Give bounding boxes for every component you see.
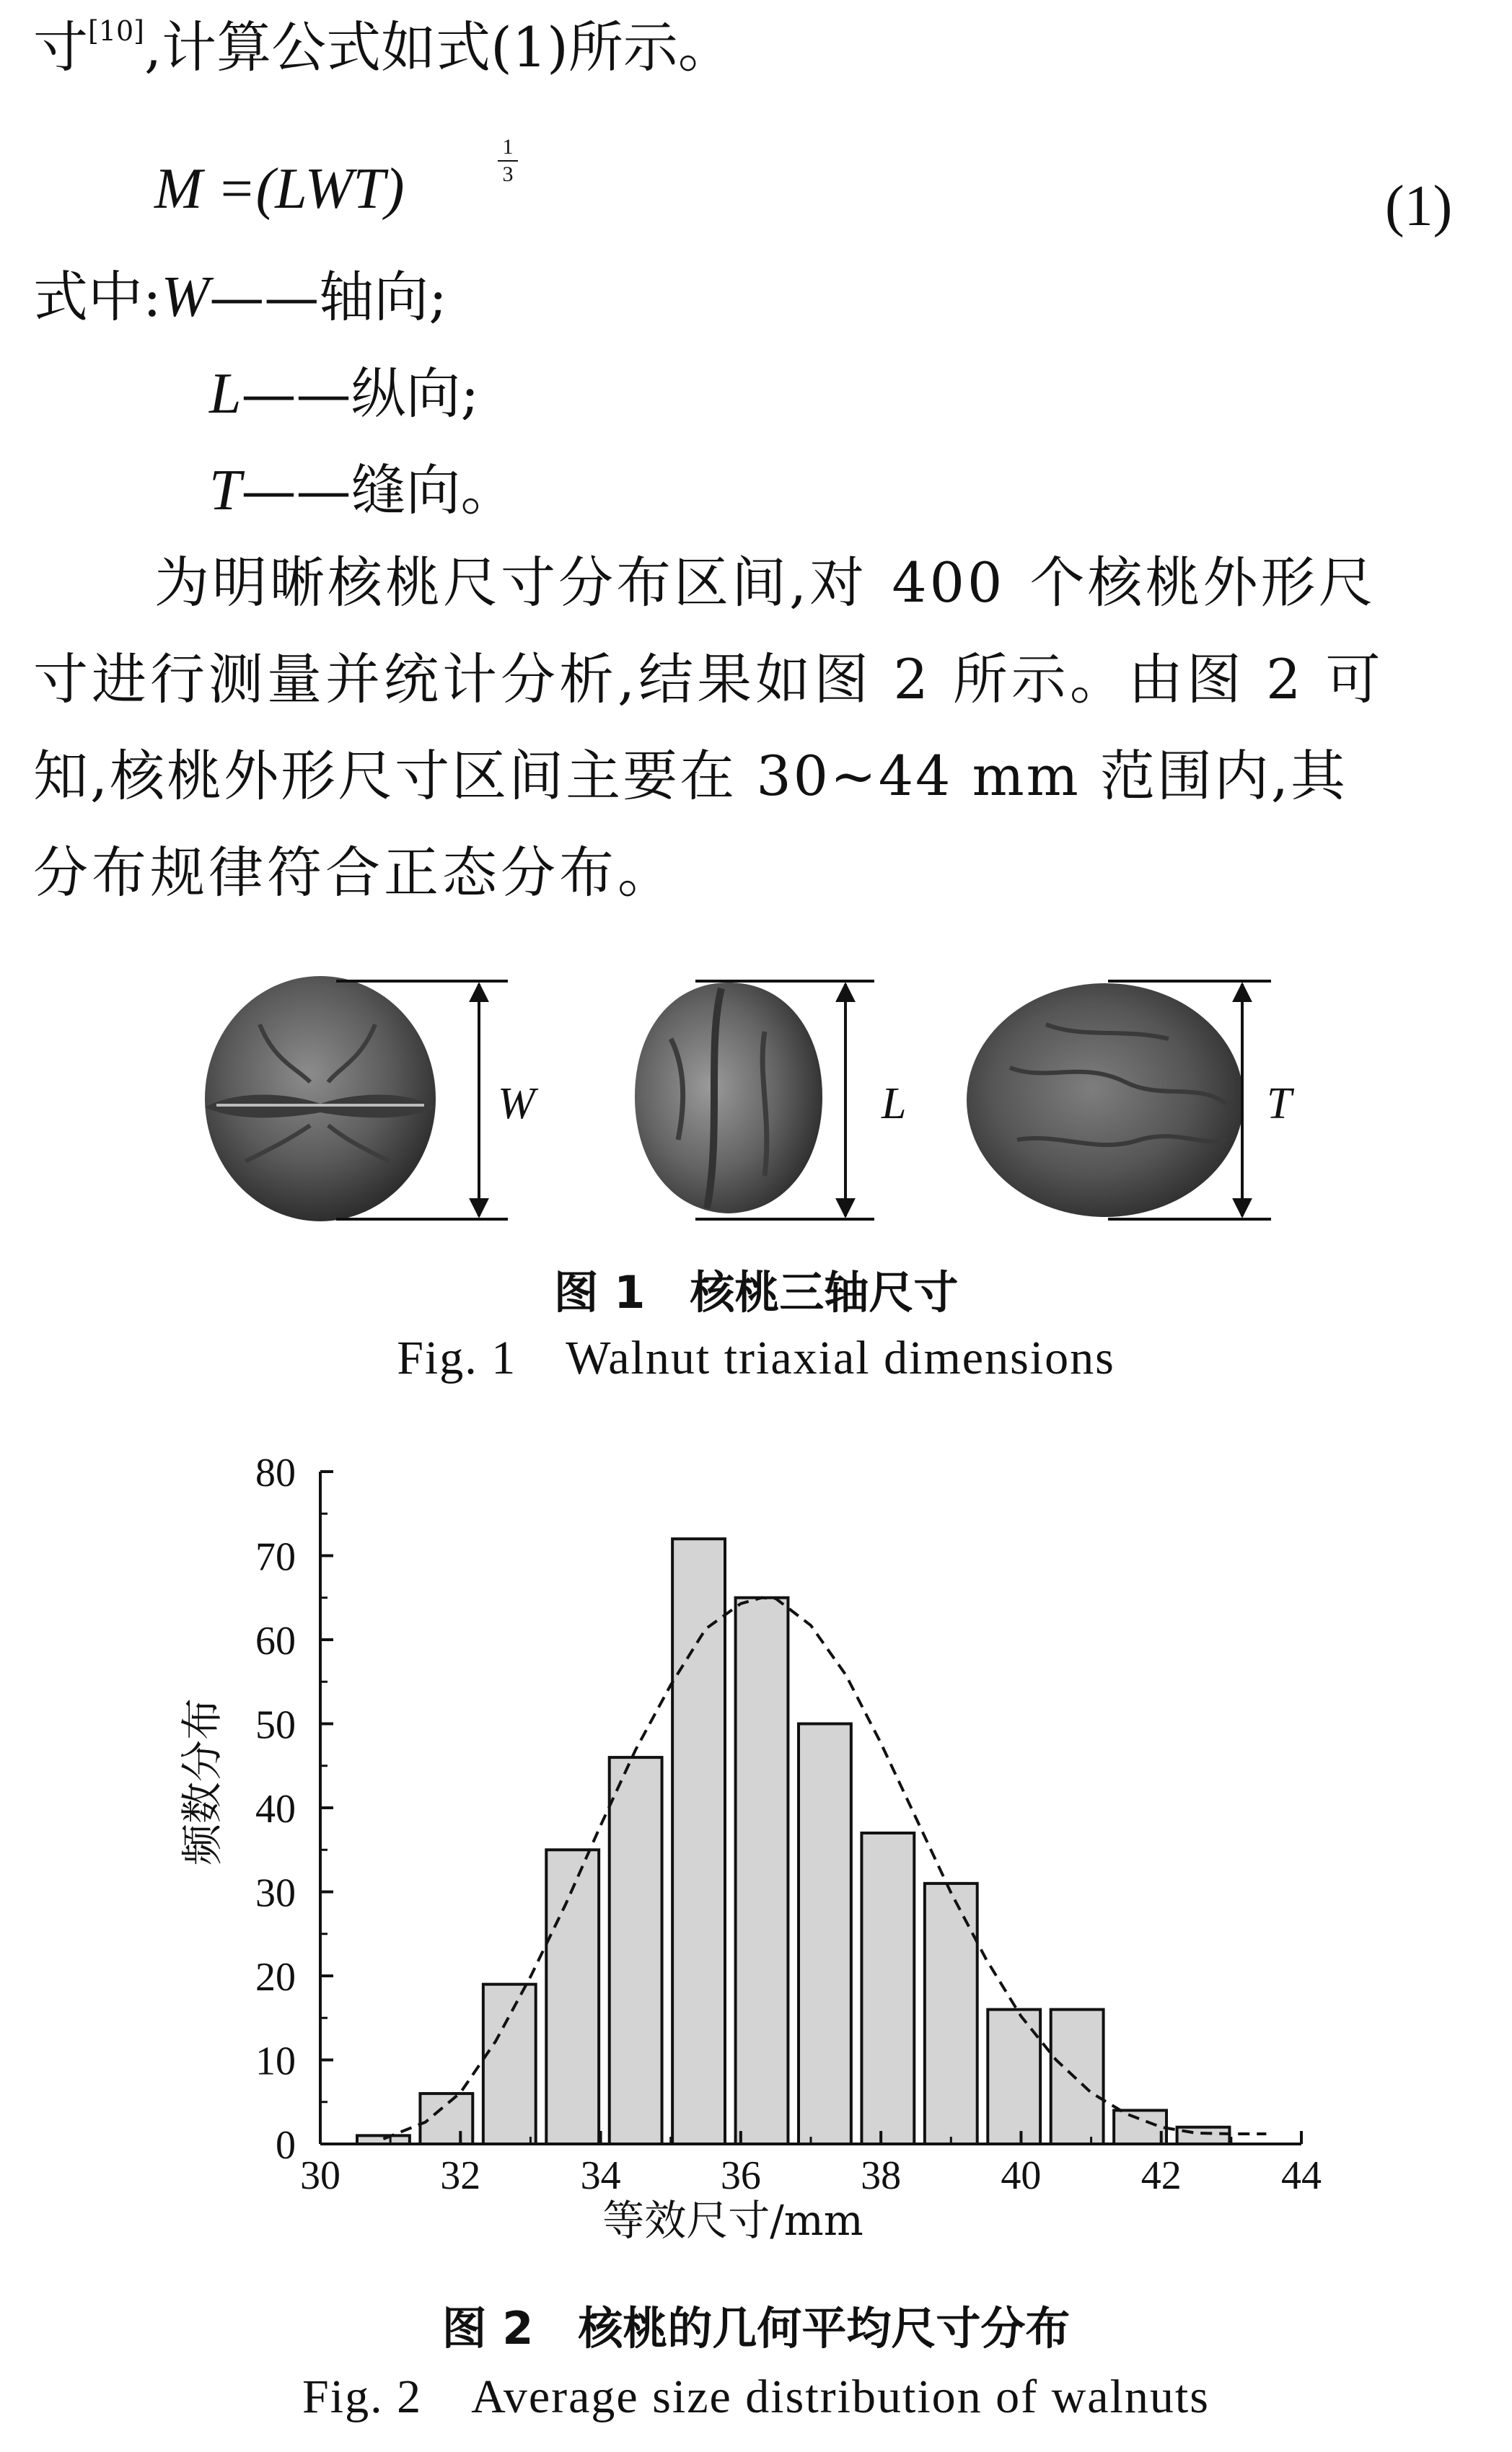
y-tick-label: 0 — [276, 2123, 296, 2168]
y-tick-label: 30 — [255, 1871, 296, 1916]
para-line-2: 寸进行测量并统计分析,结果如图 2 所示。由图 2 可 — [33, 647, 1384, 711]
histogram-bar — [1114, 2110, 1166, 2144]
y-tick-label: 70 — [255, 1534, 296, 1580]
histogram-bar — [483, 1985, 536, 2144]
where-l-line — [209, 361, 480, 426]
walnut-photo-w — [205, 976, 436, 1221]
formula-lhs: M =(LWT) — [154, 157, 405, 221]
intro-line — [33, 15, 733, 79]
x-tick-label: 42 — [1140, 2153, 1182, 2198]
figure2-caption-en: Fig. 2 Average size distribution of walnuts — [302, 2370, 1210, 2423]
x-tick-label: 40 — [1001, 2153, 1042, 2198]
w-label: W — [498, 1079, 535, 1128]
x-tick-label: 36 — [720, 2153, 761, 2198]
intro-char: 寸 — [33, 15, 88, 79]
histogram-chart — [0, 1428, 1512, 2244]
where-w-line — [33, 265, 447, 329]
histogram-bar — [925, 1884, 977, 2144]
exp-num: 1 — [502, 135, 514, 159]
citation-ref: [10] — [88, 15, 145, 47]
intro-rest: ,计算公式如式(1)所示。 — [144, 15, 733, 79]
histogram-bar — [420, 2093, 472, 2144]
histogram-bar — [799, 1724, 851, 2145]
exp-den: 3 — [502, 162, 514, 186]
y-tick-label: 40 — [255, 1787, 296, 1832]
l-symbol: L — [209, 362, 242, 426]
x-tick-label: 30 — [300, 2153, 340, 2198]
where-prefix: 式中: — [33, 265, 162, 329]
y-tick-label: 80 — [255, 1451, 296, 1495]
para-line-1: 为明晰核桃尺寸分布区间,对 400 个核桃外形尺 — [154, 550, 1376, 615]
histogram-bar — [1051, 2010, 1104, 2144]
formula-number: (1) — [1385, 175, 1453, 238]
y-tick-label: 50 — [255, 1702, 296, 1748]
formula — [154, 135, 514, 221]
histogram-bar — [610, 1757, 662, 2144]
histogram-bar — [736, 1598, 788, 2144]
x-tick-label: 44 — [1281, 2153, 1322, 2198]
where-t-line — [209, 458, 516, 522]
exp-bar — [498, 160, 518, 162]
histogram-bar — [861, 1833, 914, 2144]
histogram-bar — [672, 1539, 725, 2144]
y-tick-label: 10 — [255, 2039, 296, 2084]
y-tick-label: 60 — [255, 1619, 296, 1664]
t-symbol: T — [209, 459, 242, 522]
walnut-photo-l — [635, 983, 822, 1213]
histogram-bar — [1177, 2127, 1230, 2144]
walnut-photo-t — [967, 983, 1244, 1217]
para-line-4: 分布规律符合正态分布。 — [33, 840, 676, 905]
t-desc: ——缝向。 — [241, 458, 516, 522]
histogram-bar — [546, 1850, 599, 2144]
figure1 — [0, 959, 1512, 1248]
x-axis-label: 等效尺寸/mm — [602, 2196, 863, 2244]
formula-exponent — [493, 136, 522, 185]
w-desc: ——轴向; — [209, 265, 447, 329]
x-tick-label: 32 — [440, 2153, 481, 2198]
figure2-caption-cn: 图 2 核桃的几何平均尺寸分布 — [441, 2302, 1071, 2355]
l-label: L — [882, 1079, 907, 1128]
w-symbol: W — [161, 265, 210, 329]
para-line-3: 知,核桃外形尺寸区间主要在 30~44 mm 范围内,其 — [33, 744, 1348, 808]
figure1-caption-en: Fig. 1 Walnut triaxial dimensions — [397, 1332, 1115, 1384]
x-tick-label: 38 — [861, 2153, 902, 2198]
l-desc: ——纵向; — [241, 361, 480, 426]
t-label: T — [1267, 1079, 1292, 1128]
figure1-caption-cn: 图 1 核桃三轴尺寸 — [553, 1266, 959, 1319]
x-tick-label: 34 — [580, 2153, 621, 2198]
y-axis-label: 频数分布 — [177, 1697, 227, 1866]
y-tick-label: 20 — [255, 1955, 296, 2000]
